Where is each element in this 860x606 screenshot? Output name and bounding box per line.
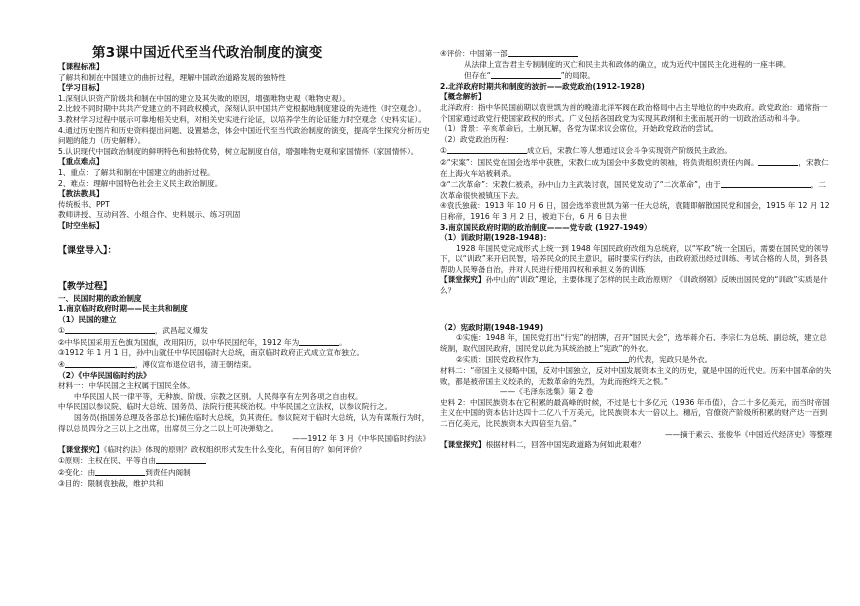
source: ——《毛泽东选集》第 2 卷 <box>500 387 594 397</box>
material: 国务员(指国务总理及各部总长)辅佐临时大总统，负其责任。参议院对于临时大总统，认为有谋叛行为时，得以总员四分之三以上之出席，出席员三分之二以上可决弹劾之。 <box>58 413 430 433</box>
fill-blank[interactable] <box>508 48 578 57</box>
list-item <box>440 145 832 157</box>
source: ——摘于素云、张俊华《中国近代经济史》等整理 <box>664 429 832 439</box>
list-item <box>58 455 430 467</box>
source: ——1912 年 3 月《中华民国临时约法》 <box>292 434 430 444</box>
text: ②“宋案”：国民党在国会选举中获胜，宋教仁成为国会中多数党的领袖，将负责组织责任内阁。 <box>440 157 759 167</box>
text: ②变化：由 <box>58 468 96 477</box>
subheading: （2）《中华民国临时约法》 <box>58 370 151 380</box>
list-item: ③目的：限制袁独裁，维护共和 <box>58 478 164 488</box>
fill-blank[interactable] <box>758 157 798 166</box>
paragraph: ①实施：1948 年，国民党打出“行宪”的招牌，召开“国民大会”，选举蒋介石、李宗仁为总统、副总统，建立总统制，取代国民政府，国民党以此为其统治披上“宪政”的外衣。 <box>440 333 827 353</box>
right-column <box>440 48 832 451</box>
list-item <box>440 179 832 201</box>
list-item: 2.比较不同时期中共共产党建立的不同政权模式，深刻认识中国共产党根据地制度建设的先进性（时空观念）。 <box>58 104 426 114</box>
list-item: 教师讲授、互动问答、小组合作、史料展示、练习巩固 <box>58 210 241 220</box>
text: ，武昌起义爆发 <box>154 326 208 336</box>
section-heading: 【课堂导入】： <box>58 245 117 256</box>
text: 孙中山的“训政”理论，主要体现了怎样的民主政治原则？《训政纲领》反映出国民党的“训政”实质是什么？ <box>440 275 828 296</box>
text: ④评价：中国第一部 <box>440 49 508 58</box>
material <box>58 381 430 392</box>
text: 到责任内阁制 <box>145 468 191 477</box>
list-item <box>440 157 832 179</box>
list-item <box>440 48 832 60</box>
question <box>440 275 832 296</box>
section-heading: 【概念解析】 <box>440 92 486 102</box>
fill-blank[interactable] <box>447 145 527 154</box>
text: 根据材料二，回答中国宪政道路为何如此艰难？ <box>485 440 646 450</box>
subheading: 2.北洋政府时期共和制度的波折——政党政治(1912-1928) <box>440 81 645 91</box>
fill-blank[interactable] <box>721 179 811 188</box>
material: 中华民国人民一律平等，无种族、阶级、宗教之区别。人民得享有左列各项之自由权。 <box>74 391 363 401</box>
text: 中华民国之主权属于国民全体。 <box>88 381 195 391</box>
list-item: 传统板书、PPT <box>58 199 110 209</box>
fill-blank[interactable] <box>156 455 206 464</box>
paragraph: 了解共和制在中国建立的曲折过程，理解中国政治道路发展的独特性 <box>58 72 286 82</box>
paragraph: 从法律上宣告君主专制制度的灭亡和民主共和政体的确立，成为近代中国民主化进程的一座丰碑。 <box>464 59 791 69</box>
subheading: （2）宪政时期(1948-1949) <box>440 322 544 332</box>
text: 材料一： <box>58 381 89 391</box>
fill-blank[interactable] <box>299 337 339 346</box>
list-item: 4.通过历史图片和历史资料提出问题、设置悬念，体会中国近代至当代政治制度的演变，提高学生探究分析历史问题的能力（历史解释）。 <box>58 125 430 146</box>
subheading: （1）训政时期(1928-1948)： <box>440 233 551 243</box>
material: 中华民国以参议院、临时大总统、国务员、法院行使其统治权。中华民国之立法权，以参议院行之。 <box>58 402 393 412</box>
list-item: 5.认识现代中国政治制度的鲜明特色和独特优势，树立起制度自信，增强唯物史观和家国情怀（家国情怀）。 <box>58 146 419 156</box>
fill-blank[interactable] <box>491 70 561 79</box>
text: 但存在“ <box>464 71 491 81</box>
text: ，宋教仁在上海火车站被刺杀。 <box>440 157 829 178</box>
list-item: 2、难点：理解中国特色社会主义民主政治制度。 <box>58 178 223 188</box>
fill-blank[interactable] <box>95 467 145 476</box>
text: ，二次革命很快被镇压下去。 <box>440 180 826 200</box>
label: 【课堂探究】 <box>440 440 486 450</box>
list-item: ④袁氏独裁：1913 年 10 月 6 日，国会选举袁世凯为第一任大总统，袁随即解散国民党和国会，1915 年 12 月 12 日称帝，1916 年 3 月 2 日，被迫下台，6 月 6 日去世 <box>440 201 830 221</box>
left-column <box>58 62 430 489</box>
list-item: ③1912 年 1 月 1 日，孙中山就任中华民国临时大总统，南京临时政府正式成立宣布独立。 <box>58 348 365 358</box>
list-item <box>58 467 430 479</box>
text: 。 <box>339 337 347 347</box>
material: 材料二：“帝国主义侵略中国，反对中国独立，反对中国发展资本主义的历史，就是中国的近代史。历来中国革命的失败，都是被帝国主义绞杀的，无数革命的先烈，为此而抱终天之恨。” <box>440 366 832 386</box>
fill-blank[interactable] <box>539 354 629 363</box>
list-item <box>58 325 430 337</box>
label: 【课堂探究】 <box>58 444 104 454</box>
list-item: 1.深刻认识资产阶级共和制在中国的建立及其失败的原因，增强唯物史观（唯物史观）。 <box>58 93 351 103</box>
question <box>58 445 430 456</box>
text: ，溥仪宣布退位诏书，清王朝结束。 <box>134 360 257 370</box>
fill-blank[interactable] <box>65 325 155 334</box>
subheading: 1.南京临时政府时期——民主共和制度 <box>58 304 188 314</box>
section-heading: 【重点难点】 <box>58 157 104 167</box>
paragraph <box>440 354 832 366</box>
text: ②实质：国民党政权作为 <box>456 355 539 365</box>
section-heading: 【学习目标】 <box>58 83 104 93</box>
text: ① <box>440 146 447 156</box>
section-heading: 【教法教具】 <box>58 189 104 199</box>
list-item <box>58 337 430 349</box>
subheading: 一、民国时期的政治制度 <box>58 293 142 303</box>
list-item <box>58 359 430 371</box>
material: 史料 2：中国民族资本在它积累的最高峰的时候，不过是七十多亿元（1936 年币值），合二十多亿美元，而当时帝国主义在中国的资本估计达四十二亿八千万美元，比民族资本大一倍以上。穗后，官僚资产阶级所积累的财产达一百到二百亿美元，比民族资本大四倍至九倍。” <box>440 397 830 428</box>
text: 成立后，宋教仁等人想通过议会斗争实现资产阶级民主政治。 <box>526 146 732 156</box>
text: ① <box>58 326 65 336</box>
question <box>440 440 832 451</box>
paragraph: （1）背景：辛亥革命后，土崩瓦解，各党为谋求议会席位，开始政党政治的尝试。 <box>440 124 719 134</box>
fill-blank[interactable] <box>65 359 135 368</box>
subheading: 3.南京国民政府时期的政治制度———党专政 (1927-1949） <box>440 222 652 232</box>
section-heading: 【教学过程】 <box>58 281 113 292</box>
paragraph: （2）政党政治历程： <box>440 134 514 144</box>
paragraph <box>440 70 832 82</box>
text: 《临时约法》体现的原则？政权组织形式发生什么变化，有何目的？如何评价？ <box>103 444 366 454</box>
text: 的代表，宪政只是外衣。 <box>628 355 713 365</box>
paragraph: 北洋政府：指中华民国前期以袁世凯为首的晚清北洋军阀在政治格局中占主导地位的中央政府。政党政治：通常指一个国家通过政党行使国家政权的形式。广义包括各国政党为实现其政纲和主张而展开的一切政治活动和斗争。 <box>440 102 828 123</box>
text: ①原则：主权在民、平等自由 <box>58 456 156 466</box>
page-title: 第3课中国近代至当代政治制度的演变 <box>92 45 323 61</box>
label: 【课堂探究】 <box>440 275 486 285</box>
text: ③“二次革命”：宋教仁被杀，孙中山力主武装讨袁，国民党发动了“二次革命”，由于 <box>440 180 721 190</box>
subheading: （1）民国的建立 <box>58 314 117 324</box>
section-heading: 【时空坐标】 <box>58 220 104 230</box>
list-item: 3.教材学习过程中展示可靠地相关史料，对相关史实进行论证，以培养学生的论证能力时空观念（史料实证）。 <box>58 114 426 124</box>
list-item: 1、重点：了解共和制在中国建立的曲折过程。 <box>58 167 215 177</box>
text: ④ <box>58 360 65 370</box>
text: ”的局限。 <box>560 71 596 81</box>
section-heading: 【课程标准】 <box>58 62 104 71</box>
text: ②中华民国采用五色旗为国旗，改用阳历，以中华民国纪年，1912 年为 <box>58 337 300 347</box>
paragraph: 1928 年国民党完成形式上统一到 1948 年国民政府改组为总统府，以“军政”统一全国后，需要在国民党的领导下，以“训政”来开启民智，培养民众的民主意识，届时要实行约法，由政府派出经过训练、考试合格的人员，到各县帮助人民筹备自治，并对人民进行使用四权和承担义务的训练 <box>440 243 829 274</box>
